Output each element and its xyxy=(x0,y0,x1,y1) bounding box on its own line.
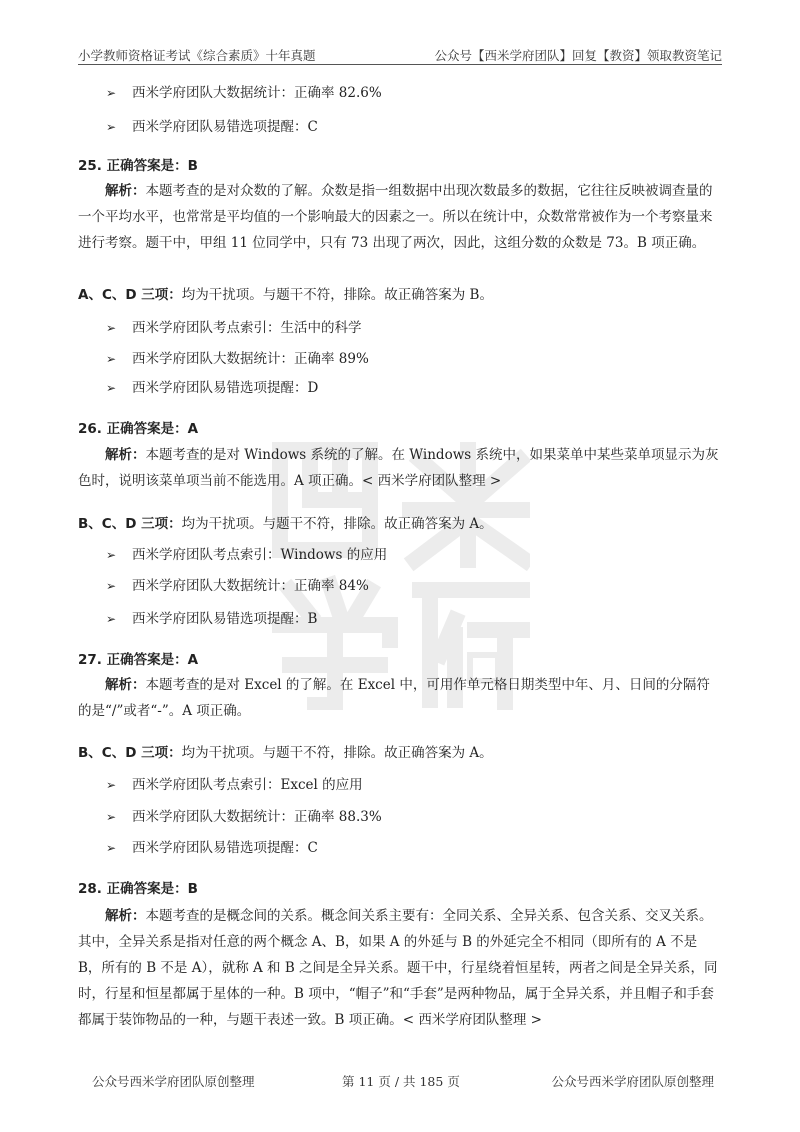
arrow-bullet-icon: ➢ xyxy=(106,321,117,335)
list-item: ➢ 西米学府团队大数据统计：正确率 84% xyxy=(106,578,369,594)
list-item: ➢ 西米学府团队易错选项提醒：C xyxy=(106,119,318,135)
footer-right-note: 公众号西米学府团队原创整理 xyxy=(551,1074,714,1089)
q26-other-options: B、C、D 三项：均为干扰项。与题干不符，排除。故正确答案为 A。 xyxy=(78,516,493,532)
arrow-bullet-icon: ➢ xyxy=(106,120,117,134)
page-footer xyxy=(92,1072,714,1090)
q26-analysis: 解析：本题考查的是对 Windows 系统的了解。在 Windows 系统中，如果菜单中某些菜单项显示为灰色时，说明该菜单项当前不能选用。A 项正确。< 西米学府团队整理 > xyxy=(78,447,719,489)
list-item: ➢ 西米学府团队易错选项提醒：C xyxy=(106,840,318,856)
list-item: ➢ 西米学府团队大数据统计：正确率 88.3% xyxy=(106,809,382,825)
q25-other-options: A、C、D 三项：均为干扰项。与题干不符，排除。故正确答案为 B。 xyxy=(78,287,493,303)
q28-analysis: 解析：本题考查的是概念间的关系。概念间关系主要有：全同关系、全异关系、包含关系、交叉关系。其中，全异关系是指对任意的两个概念 A、B，如果 A 的外延与 B 的外延完全不相同（即所有的 A 不是 B，所有的 B 不是 A），就称 A 和 B 之间是全异关系。题干中，行星绕着恒星转，两者之间是全异关系，同时，行星和恒星都属于星体的一种。B 项中，“帽子”和“手套”是两种物品，属于全异关系，并且帽子和手套都属于装饰物品的一种，与题干表述一致。B 项正确。< 西米学府团队整理 > xyxy=(78,908,718,1028)
list-item: ➢ 西米学府团队考点索引：Windows 的应用 xyxy=(106,547,388,563)
arrow-bullet-icon: ➢ xyxy=(106,352,117,366)
footer-left-note: 公众号西米学府团队原创整理 xyxy=(92,1074,255,1089)
q25-analysis: 解析：本题考查的是对众数的了解。众数是指一组数据中出现次数最多的数据，它往往反映被调查量的一个平均水平，也常常是平均值的一个影响最大的因素之一。所以在统计中，众数常常被作为一个考察量来进行考察。题干中，甲组 11 位同学中，只有 73 出现了两次，因此，这组分数的众数是 73。B 项正确。 xyxy=(78,183,713,251)
arrow-bullet-icon: ➢ xyxy=(106,612,117,626)
arrow-bullet-icon: ➢ xyxy=(106,778,117,792)
arrow-bullet-icon: ➢ xyxy=(106,810,117,824)
q27-analysis: 解析：本题考查的是对 Excel 的了解。在 Excel 中，可用作单元格日期类型中年、月、日间的分隔符的是“/”或者“-”。A 项正确。 xyxy=(78,677,710,719)
arrow-bullet-icon: ➢ xyxy=(106,841,117,855)
arrow-bullet-icon: ➢ xyxy=(106,381,117,395)
q28-answer-title: 28. 正确答案是：B xyxy=(78,881,198,897)
arrow-bullet-icon: ➢ xyxy=(106,579,117,593)
list-item: ➢ 西米学府团队大数据统计：正确率 89% xyxy=(106,351,369,367)
list-item: ➢ 西米学府团队易错选项提醒：B xyxy=(106,611,318,627)
arrow-bullet-icon: ➢ xyxy=(106,86,117,100)
q27-other-options: B、C、D 三项：均为干扰项。与题干不符，排除。故正确答案为 A。 xyxy=(78,745,493,761)
list-item: ➢ 西米学府团队易错选项提醒：D xyxy=(106,380,319,396)
q26-answer-title: 26. 正确答案是：A xyxy=(78,421,199,437)
list-item: ➢ 西米学府团队考点索引：Excel 的应用 xyxy=(106,777,363,793)
q27-answer-title: 27. 正确答案是：A xyxy=(78,652,199,668)
page-number: 第 11 页 / 共 185 页 xyxy=(342,1074,460,1089)
page-header xyxy=(78,46,722,65)
list-item: ➢ 西米学府团队大数据统计：正确率 82.6% xyxy=(106,85,382,101)
header-right-note: 公众号【西米学府团队】回复【教资】领取教资笔记 xyxy=(434,48,722,63)
list-item: ➢ 西米学府团队考点索引：生活中的科学 xyxy=(106,320,362,336)
arrow-bullet-icon: ➢ xyxy=(106,548,117,562)
header-left-title: 小学教师资格证考试《综合素质》十年真题 xyxy=(78,48,316,63)
q25-answer-title: 25. 正确答案是：B xyxy=(78,158,198,174)
